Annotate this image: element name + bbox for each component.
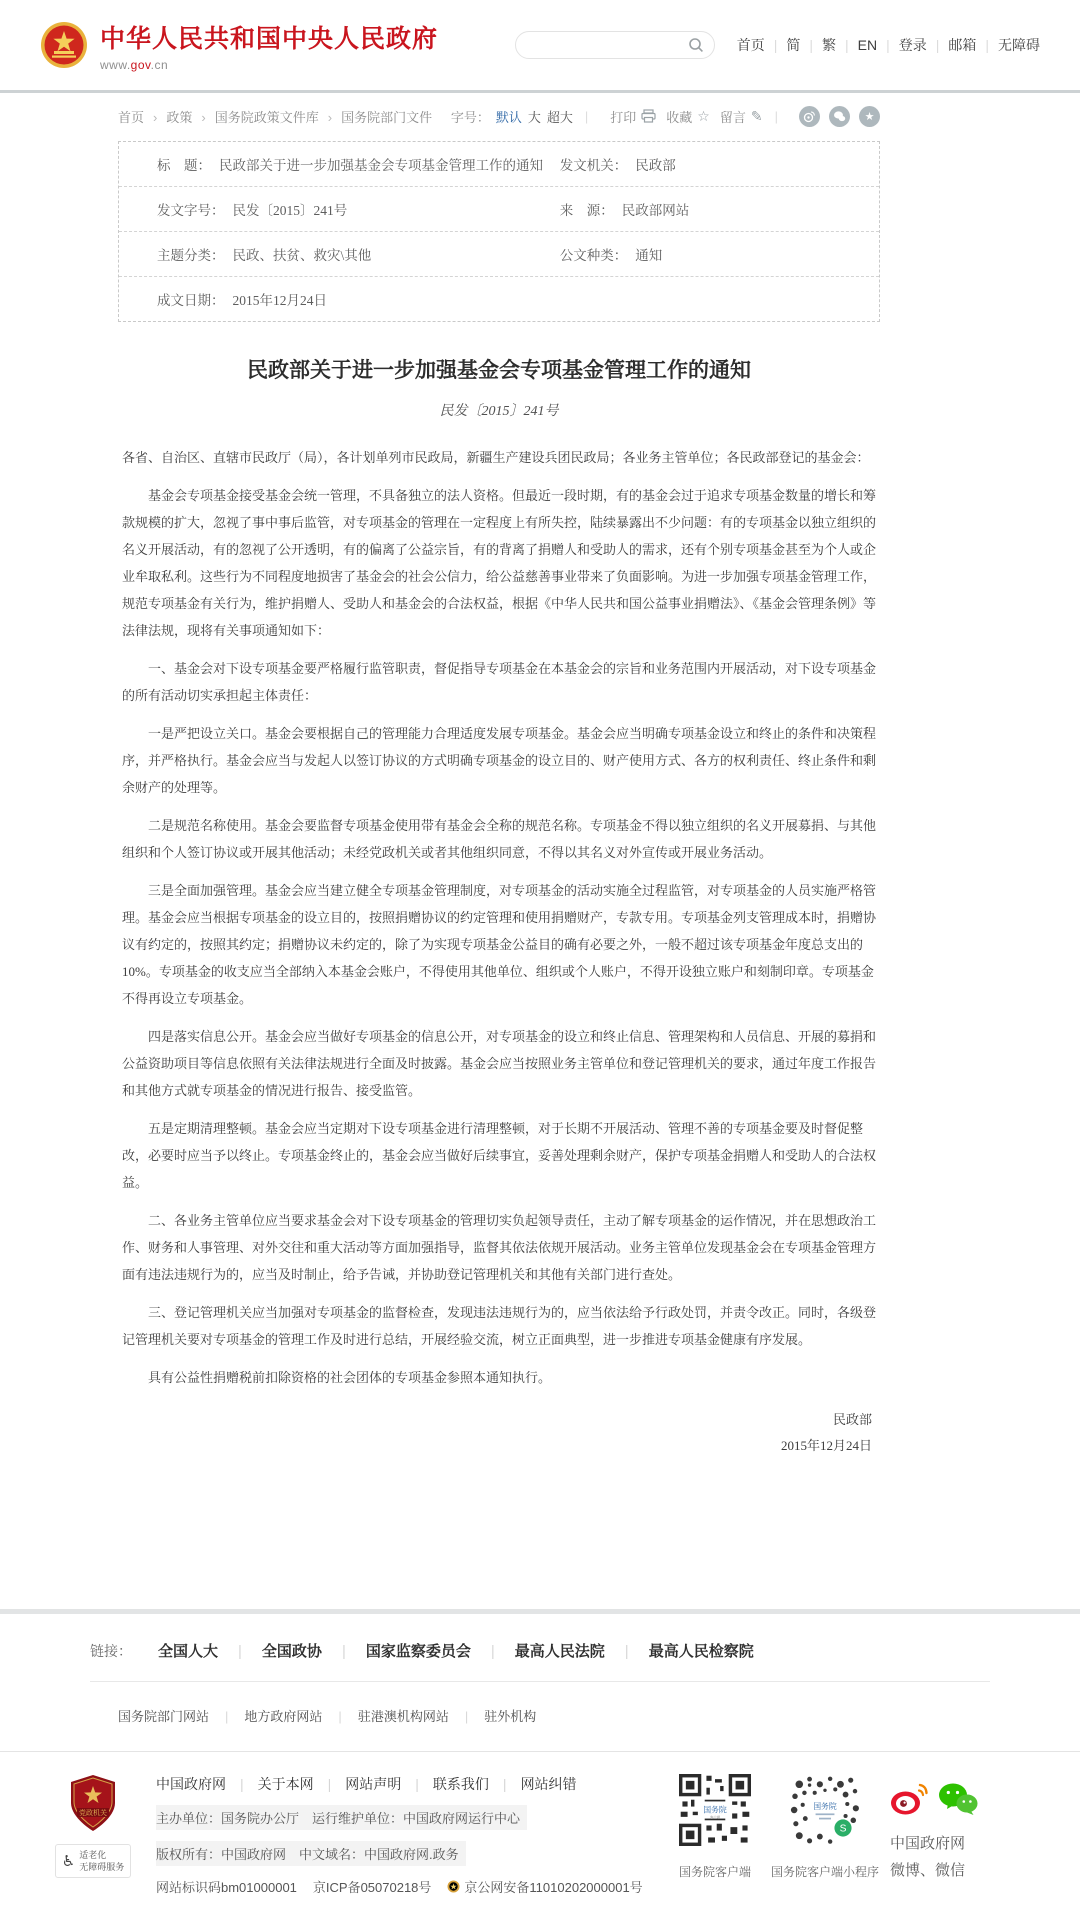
- footer-link-procuratorate[interactable]: | 最高人民检察院: [605, 1640, 754, 1661]
- police-badge-icon: [447, 1880, 460, 1893]
- footer-bottom-section: [0, 1751, 1080, 1926]
- article-paragraph: 三、登记管理机关应当加强对专项基金的监督检查，发现违法违规行为的，应当依法给予行政处罚，并责令改正。同时，各级登记管理机关要对专项基金的管理工作及时进行总结，开展经验交流，树立正面典型，进一步推进专项基金健康有序发展。: [122, 1305, 877, 1347]
- crumb-home[interactable]: 首页: [118, 109, 145, 125]
- star-icon: ☆: [697, 107, 710, 124]
- footer-police-record[interactable]: 京公网安备11010202000001号: [447, 1877, 642, 1896]
- footer-nav-about[interactable]: | 关于本网: [226, 1776, 314, 1792]
- footer-nav-error-report[interactable]: | 网站纠错: [489, 1776, 577, 1792]
- article-paragraph: 五是定期清理整顿。基金会应当定期对下设专项基金进行清理整顿，对于长期不开展活动、管理不善的专项基金要及时督促整改，必要时应当予以终止。专项基金终止的，基金会应当做好后续事宜，妥善处理剩余财产，保护专项基金捐赠人和受助人的合法权益。: [122, 1121, 877, 1190]
- font-size-default[interactable]: 默认: [495, 109, 522, 125]
- meta-agency-label: 发文机关：: [559, 158, 628, 173]
- meta-title-value: 民政部关于进一步加强基金会专项基金管理工作的通知: [219, 158, 543, 173]
- search-box[interactable]: [515, 31, 715, 59]
- document-meta-table: [118, 141, 880, 322]
- signature-block: [118, 1407, 880, 1459]
- meta-type-label: 公文种类：: [559, 248, 628, 263]
- nav-login[interactable]: | 登录: [877, 37, 927, 53]
- footer-copyright: 版权所有：中国政府网 中文域名：中国政府网.政务: [156, 1841, 466, 1866]
- footer-divider: [90, 1681, 990, 1682]
- font-size-large[interactable]: 大: [527, 109, 541, 125]
- font-size-xlarge[interactable]: 超大: [546, 109, 573, 125]
- social-media-block: [890, 1774, 1040, 1884]
- meta-date-value: 2015年12月24日: [232, 293, 327, 308]
- document-number: 民发〔2015〕241号: [439, 404, 559, 419]
- signature-date: 2015年12月24日: [780, 1438, 872, 1453]
- article-paragraph: 三是全面加强管理。基金会应当建立健全专项基金管理制度，对专项基金的活动实施全过程监管，对专项基金的人员实施严格管理。基金会应当根据专项基金的设立目的，按照捐赠协议的约定管理和使用捐赠财产，专款专用。专项基金列支管理成本时，捐赠协议有约定的，按照其约定；捐赠协议未约定的，除了为实现专项基金公益目的确有必要之外，一般不超过该专项基金年度总支出的10%。专项基金的收支应当全部纳入本基金会账户，不得使用其他单位、组织或个人账户，不得开设独立账户和刻制印章。专项基金不得再设立专项基金。: [122, 883, 877, 1006]
- share-favorite-icon[interactable]: ★: [859, 106, 880, 127]
- meta-category-label: 主题分类：: [157, 248, 225, 263]
- article-paragraph: 一、基金会对下设专项基金要严格履行监管职责，督促指导专项基金在本基金会的宗旨和业务范围内开展活动，对下设专项基金的所有活动切实承担起主体责任：: [122, 661, 877, 703]
- nav-home[interactable]: 首页: [736, 37, 765, 53]
- footer-nav-contact[interactable]: | 联系我们: [401, 1776, 489, 1792]
- article-paragraph: 四是落实信息公开。基金会应当做好专项基金的信息公开，对专项基金的设立和终止信息、管理架构和人员信息、开展的募捐和公益资助项目等信息依照有关法律法规进行全面及时披露。基金会应当按照业务主管单位和登记管理机关的要求，通过年度工作报告和其他方式就专项基金的情况进行报告、接受监管。: [122, 1029, 877, 1098]
- nav-english[interactable]: | EN: [836, 37, 877, 53]
- footer-nav-statement[interactable]: | 网站声明: [314, 1776, 402, 1792]
- site-url: www.gov.cn: [100, 57, 169, 72]
- nav-traditional[interactable]: | 繁: [800, 37, 836, 53]
- footer-link-supreme-court[interactable]: | 最高人民法院: [471, 1640, 605, 1661]
- favorite-button[interactable]: 收藏 ☆: [666, 107, 710, 125]
- print-button[interactable]: 打印: [610, 107, 656, 126]
- qr-miniprogram-caption: 国务院客户端小程序: [770, 1865, 879, 1879]
- signature-agency: 民政部: [832, 1412, 872, 1427]
- meta-source-label: 来 源：: [559, 203, 614, 218]
- nav-simplified[interactable]: | 简: [765, 37, 801, 53]
- article-body: [118, 444, 880, 1391]
- meta-number-value: 民发〔2015〕241号: [232, 203, 348, 218]
- article-salutation: 各省、自治区、直辖市民政厅（局），各计划单列市民政局，新疆生产建设兵团民政局；各业务主管单位；各民政部登记的基金会：: [122, 450, 870, 465]
- article-paragraph: 二、各业务主管单位应当要求基金会对下设专项基金的管理切实负起领导责任，主动了解专项基金的运作情况，并在思想政治工作、财务和人事管理、对外交往和重大活动等方面加强指导，监督其依法依规开展活动。业务主管单位发现基金会在专项基金管理方面有违法违规行为的，应当及时制止，给予告诫，并协助登记管理机关和其他有关部门进行查处。: [122, 1213, 877, 1282]
- font-size-label: 字号：: [450, 109, 490, 125]
- government-badge-icon[interactable]: [70, 1774, 116, 1832]
- footer-link-local-gov[interactable]: | 地方政府网站: [209, 1709, 322, 1724]
- qr-miniprogram[interactable]: [770, 1774, 880, 1880]
- article-paragraph: 具有公益性捐赠税前扣除资格的社会团体的专项基金参照本通知执行。: [148, 1370, 552, 1385]
- wheelchair-icon: ♿: [61, 1853, 76, 1870]
- printer-icon: [641, 109, 656, 123]
- meta-category-value: 民政、扶贫、救灾\其他: [232, 248, 372, 263]
- footer-nav-govcn[interactable]: 中国政府网: [156, 1776, 226, 1792]
- site-header: [0, 0, 1080, 90]
- page-title: 民政部关于进一步加强基金会专项基金管理工作的通知: [247, 358, 751, 382]
- meta-row-number: [119, 187, 879, 232]
- qr-code-miniprogram-icon: [789, 1774, 861, 1846]
- meta-source-value: 民政部网站: [621, 203, 690, 218]
- article: [118, 354, 880, 1459]
- meta-type-value: 通知: [635, 248, 663, 263]
- qr-client-caption: 国务院客户端: [678, 1865, 751, 1879]
- site-logo[interactable]: [40, 19, 438, 72]
- site-title: 中华人民共和国中央人民政府: [100, 25, 439, 53]
- badge-label: 党政机关: [79, 1810, 107, 1817]
- accessibility-line1: 适老化: [79, 1850, 107, 1860]
- svg-text:客户端: 客户端: [709, 1815, 721, 1820]
- share-wechat-icon[interactable]: [829, 106, 850, 127]
- meta-number-label: 发文字号：: [157, 203, 225, 218]
- footer-link-departments[interactable]: 国务院部门网站: [118, 1709, 210, 1724]
- social-caption-line1: 中国政府网: [890, 1835, 966, 1852]
- footer-site-code: 网站标识码bm01000001: [156, 1880, 297, 1895]
- article-paragraph: 一是严把设立关口。基金会要根据自己的管理能力合理适度发展专项基金。基金会应当明确专项基金设立和终止的条件和决策程序，并严格执行。基金会应当与发起人以签订协议的方式明确专项基金的设立目的、财产使用方式、各方的权利责任、终止条件和剩余财产的处理等。: [122, 726, 877, 795]
- meta-title-label: 标 题：: [157, 158, 211, 173]
- crumb-department-docs[interactable]: › 国务院部门文件: [319, 107, 432, 126]
- search-icon[interactable]: [688, 37, 704, 53]
- meta-row-title: [119, 142, 879, 187]
- pencil-icon: ✎: [750, 107, 763, 124]
- meta-row-date: [119, 277, 879, 321]
- article-paragraph: 二是规范名称使用。基金会要监督专项基金使用带有基金会全称的规范名称。专项基金不得以独立组织的名义开展募捐、与其他组织和个人签订协议或开展其他活动；未经党政机关或者其他组织同意，不得以其名义对外宣传或开展业务活动。: [122, 818, 877, 860]
- comment-button[interactable]: 留言 ✎: [719, 107, 763, 125]
- footer-links-label: 链接：: [90, 1642, 132, 1659]
- search-input[interactable]: [526, 38, 688, 52]
- crumb-policy-library[interactable]: › 国务院政策文件库: [192, 107, 318, 126]
- accessibility-service-button[interactable]: [55, 1844, 131, 1878]
- accessibility-line2: 无障碍服务: [79, 1862, 125, 1872]
- footer-link-npc[interactable]: 全国人大: [158, 1643, 219, 1660]
- footer-links-section: [0, 1609, 1080, 1751]
- qr-client-app[interactable]: [660, 1774, 770, 1880]
- crumb-policy[interactable]: › 政策: [144, 107, 192, 126]
- breadcrumb: [118, 107, 432, 126]
- footer-bottom-nav: [156, 1774, 660, 1794]
- footer-link-cppcc[interactable]: | 全国政协: [218, 1640, 322, 1661]
- meta-agency-value: 民政部: [635, 158, 676, 173]
- header-nav: [737, 35, 1040, 55]
- weibo-icon[interactable]: [890, 1782, 928, 1816]
- nav-mail[interactable]: | 邮箱: [927, 37, 977, 53]
- article-paragraph: 基金会专项基金接受基金会统一管理，不具备独立的法人资格。但最近一段时期，有的基金会过于追求专项基金数量的增长和筹款规模的扩大，忽视了事中事后监管，对专项基金的管理在一定程度上有所失控，陆续暴露出不少问题：有的专项基金以独立组织的名义开展活动，有的忽视了公开透明，有的偏离了公益宗旨，有的背离了捐赠人和受助人的需求，还有个别专项基金甚至为个人或企业牟取私利。这些行为不同程度地损害了基金会的社会公信力，给公益慈善事业带来了负面影响。为进一步加强专项基金管理工作，规范专项基金有关行为，维护捐赠人、受助人和基金会的合法权益，根据《中华人民共和国公益事业捐赠法》、《基金会管理条例》等法律法规，现将有关事项通知如下：: [122, 488, 877, 638]
- svg-text:国务院: 国务院: [813, 1802, 837, 1812]
- footer-icp[interactable]: 京ICP备05070218号: [312, 1880, 432, 1895]
- qr-code-client-icon: [679, 1774, 751, 1846]
- national-emblem-icon: [40, 21, 88, 69]
- wechat-icon[interactable]: [938, 1782, 978, 1816]
- footer-link-overseas[interactable]: | 驻外机构: [449, 1709, 536, 1724]
- breadcrumb-toolbar: 首页 › 政策 › 国务院政策文件库 › 国务院部门文件 字号： 默认 大 超大 | 打印 收藏 ☆ 留言 ✎ | ★: [118, 93, 880, 139]
- nav-accessibility[interactable]: | 无障碍: [976, 37, 1040, 53]
- footer-sponsor: 主办单位：国务院办公厅 运行维护单位：中国政府网运行中心: [156, 1805, 527, 1830]
- footer-link-hk-macao[interactable]: | 驻港澳机构网站: [322, 1709, 448, 1724]
- meta-date-label: 成文日期：: [157, 293, 225, 308]
- svg-text:S: S: [839, 1823, 847, 1835]
- svg-text:国务院: 国务院: [703, 1805, 727, 1815]
- share-weibo-icon[interactable]: [799, 106, 820, 127]
- meta-row-category: [119, 232, 879, 277]
- footer-link-supervision[interactable]: | 国家监察委员会: [322, 1640, 471, 1661]
- social-caption-line2: 微博、微信: [890, 1862, 966, 1879]
